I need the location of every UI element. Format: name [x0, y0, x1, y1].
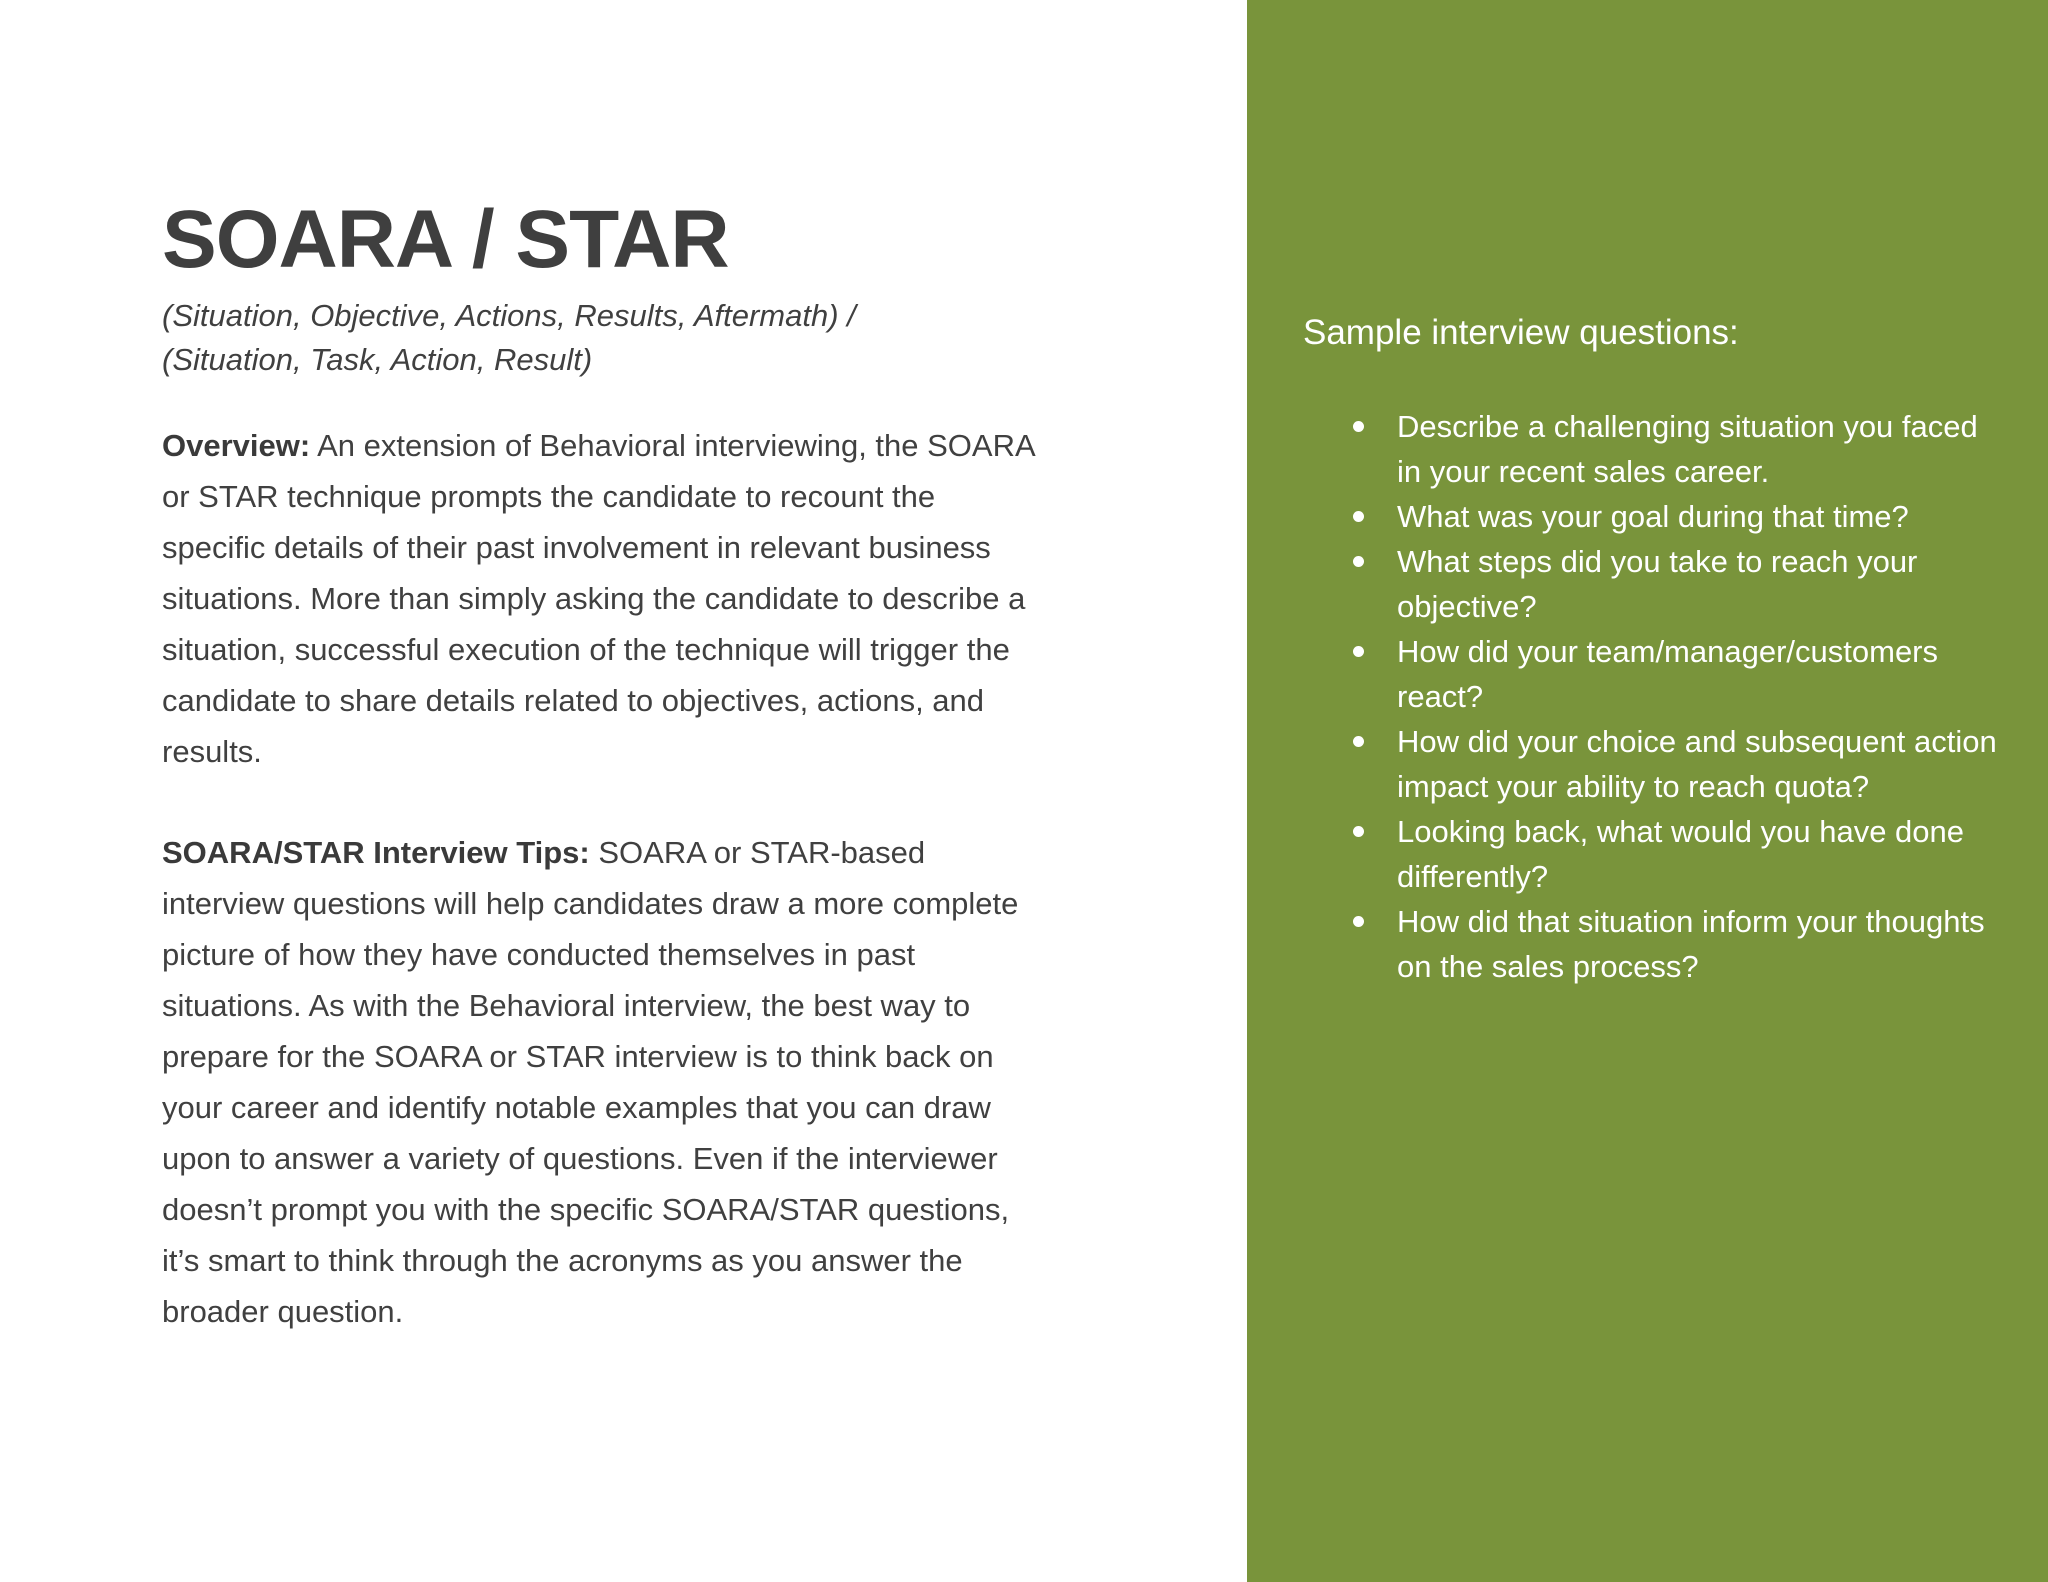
question-list — [1247, 404, 2048, 989]
question-item — [1247, 809, 2048, 899]
question-text: Describe a challenging situation you faced in your recent sales career. — [1397, 409, 1978, 489]
tips-text: SOARA or STAR-based interview questions will help candidates draw a more complete picture of how they have conducted themselves in past situations. As with the Behavioral interview, the best way to prepare for the SOARA or STAR interview is to think back on your career and identify notable examples that you can draw upon to answer a variety of questions. Even if the interviewer doesn’t prompt you with the specific SOARA/STAR questions, it’s smart to think through the acronyms as you answer the broader question. — [162, 835, 1019, 1329]
question-item — [1247, 629, 2048, 719]
question-text: How did your choice and subsequent action impact your ability to reach quota? — [1397, 724, 1997, 804]
sample-questions-sidebar — [1247, 0, 2048, 1582]
bullet-icon — [1353, 646, 1364, 657]
page-subtitle — [162, 294, 1042, 382]
overview-paragraph — [162, 420, 1042, 777]
main-content — [162, 190, 1042, 1337]
question-text: How did that situation inform your thoughts on the sales process? — [1397, 904, 1985, 984]
page-title: SOARA / STAR — [162, 194, 729, 285]
question-item — [1247, 539, 2048, 629]
question-text: Looking back, what would you have done differently? — [1397, 814, 1965, 894]
bullet-icon — [1353, 736, 1364, 747]
question-text: What steps did you take to reach your objective? — [1397, 544, 1918, 624]
bullet-icon — [1353, 826, 1364, 837]
question-item — [1247, 719, 2048, 809]
tips-label: SOARA/STAR Interview Tips: — [162, 835, 590, 870]
overview-text: An extension of Behavioral interviewing, the SOARA or STAR technique prompts the candidate to recount the specific details of their past involvement in relevant business situations. More than simply asking the candidate to describe a situation, successful execution of the technique will trigger the candidate to share details related to objectives, actions, and results. — [162, 428, 1034, 769]
question-item — [1247, 494, 2048, 539]
question-item — [1247, 899, 2048, 989]
tips-paragraph — [162, 827, 1042, 1337]
overview-label: Overview: — [162, 428, 311, 463]
bullet-icon — [1353, 916, 1364, 927]
bullet-icon — [1353, 511, 1364, 522]
question-text: How did your team/manager/customers react? — [1397, 634, 1939, 714]
question-text: What was your goal during that time? — [1397, 499, 1909, 534]
bullet-icon — [1353, 421, 1364, 432]
sidebar-heading: Sample interview questions: — [1303, 313, 1739, 352]
subtitle-line-2: (Situation, Task, Action, Result) — [162, 342, 593, 377]
subtitle-line-1: (Situation, Objective, Actions, Results, Aftermath) / — [162, 298, 856, 333]
question-item — [1247, 404, 2048, 494]
bullet-icon — [1353, 556, 1364, 567]
